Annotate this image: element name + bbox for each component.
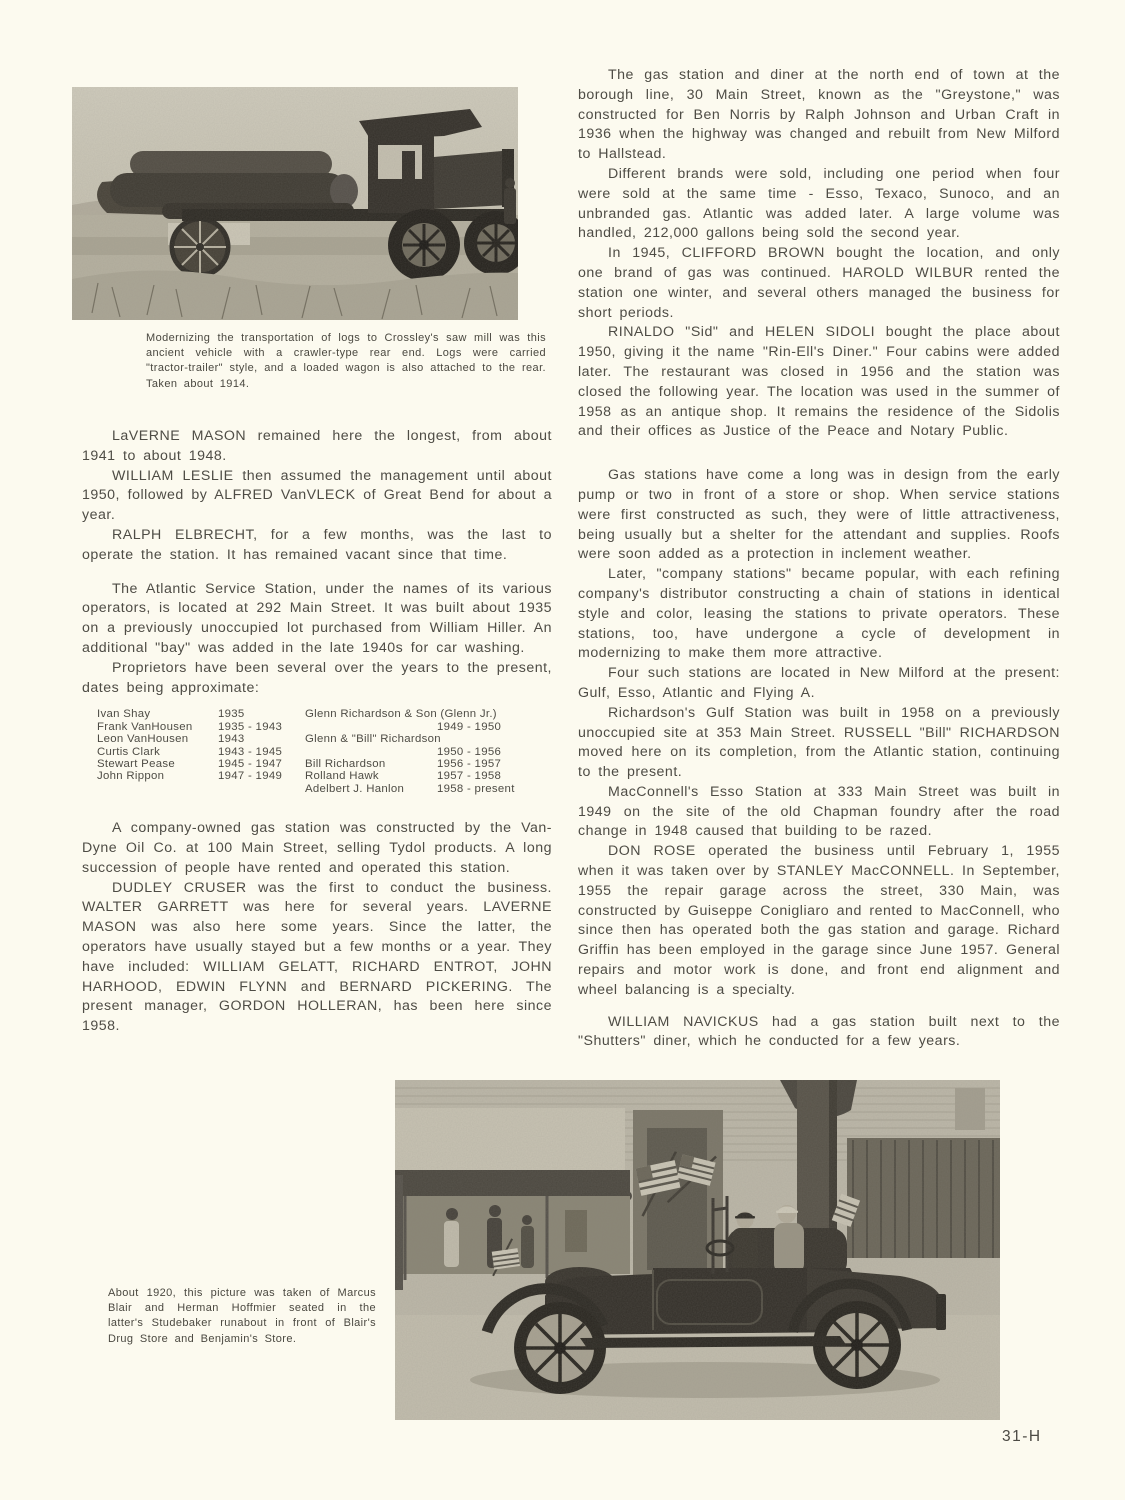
operator-name: Frank VanHousen [97, 720, 193, 733]
operator-dates: 1943 - 1945 [218, 745, 283, 758]
paragraph: DUDLEY CRUSER was the first to conduct the business. WALTER GARRETT was here for several years. LAVERNE MASON was also here some years. Since the latter, the operators have usually stayed but a few months or a year. They have included: WILLIAM GELATT, RICHARD ENTROT, JOHN HARHOOD, EDWIN FLYNN and BERNARD PICKERING. The present manager, GORDON HOLLERAN, has been here since 1958. [82, 879, 552, 1035]
operators-table-left [82, 708, 305, 795]
operator-dates: 1957 - 1958 [437, 770, 502, 783]
operator-row [97, 770, 305, 782]
operator-dates: 1950 - 1956 [437, 745, 502, 758]
bottom-photo-caption: About 1920, this picture was taken of Marcus Blair and Herman Hoffmier seated in the latter's Studebaker runabout in front of Blair's Drug Store and Benjamin's Store. [108, 1287, 376, 1345]
operator-row [97, 708, 305, 720]
paragraph: The Atlantic Service Station, under the names of its various operators, is located at 292 Main Street. It was built about 1935 on a previously unoccupied lot purchased from William Hiller. An additional "bay" was added in the late 1940s for car washing. [82, 580, 552, 656]
operator-row [305, 770, 552, 782]
operator-name: Bill Richardson [305, 757, 386, 770]
paragraph: Later, "company stations" became popular, with each refining company's distributor constructing a chain of stations in identical style and color, leasing the stations to private operators. These stations, too, have undergone a cycle of development in modernizing to make them more attractive. [578, 566, 1060, 662]
operators-table-right [305, 708, 552, 795]
paragraph: Proprietors have been several over the years to the present, dates being approximate: [82, 659, 552, 696]
operator-row [97, 758, 305, 770]
operator-name: Rolland Hawk [305, 770, 379, 783]
operator-name: Adelbert J. Hanlon [305, 782, 405, 795]
paragraph: Different brands were sold, including one period when four were sold at the same time - Esso, Texaco, Sunoco, and an unbranded gas. Atlantic was added later. A large volume was handled, 212,000 gallons being sold the second year. [578, 165, 1060, 242]
paragraph: WILLIAM NAVICKUS had a gas station built next to the "Shutters" diner, which he conducted for a few years. [578, 1013, 1060, 1050]
operators-table [82, 708, 552, 795]
operator-name: John Rippon [97, 770, 165, 783]
log-truck-photo [72, 87, 518, 320]
operator-row [305, 708, 552, 733]
operator-dates: 1958 - present [437, 782, 515, 795]
operator-row [97, 746, 305, 758]
operator-dates: 1949 - 1950 [437, 720, 502, 733]
operator-name: Ivan Shay [97, 708, 151, 721]
operator-name: Glenn Richardson & Son (Glenn Jr.) [305, 708, 497, 721]
operator-row [305, 758, 552, 770]
paragraph: LaVERNE MASON remained here the longest, from about 1941 to about 1948. [82, 428, 552, 464]
paragraph: MacConnell's Esso Station at 333 Main Street was built in 1949 on the site of the old Chapman foundry after the road change in 1948 caused that building to be razed. [578, 783, 1060, 840]
top-photo-caption: Modernizing the transportation of logs to Crossley's saw mill was this ancient vehicle with a crawler-type rear end. Logs were carried "tractor-trailer" style, and a loaded wagon is also attached to the rear. Taken about 1914. [146, 332, 546, 390]
paragraph: Richardson's Gulf Station was built in 1958 on a previously unoccupied site at 353 Main Street. RUSSELL "Bill" RICHARDSON moved here on its completion, from the Atlantic station, continuing to the present. [578, 704, 1060, 781]
paragraph: RALPH ELBRECHT, for a few months, was the last to operate the station. It has remained vacant since that time. [82, 526, 552, 563]
operator-dates: 1943 [218, 733, 245, 746]
operator-dates: 1945 - 1947 [218, 757, 283, 770]
operator-name: Leon VanHousen [97, 733, 189, 746]
operator-dates: 1947 - 1949 [218, 770, 283, 783]
right-column [578, 66, 1060, 1052]
paragraph: DON ROSE operated the business until February 1, 1955 when it was taken over by STANLEY MacCONNELL. In September, 1955 the repair garage across the street, 330 Main, was constructed by Guiseppe Conigliaro and rented to MacConnell, who since then has operated both the gas station and garage. Richard Griffin has been employed in the garage since June 1957. General repairs and motor work is done, and front end alignment and wheel balancing is a specialty. [578, 843, 1060, 998]
operator-dates: 1935 - 1943 [218, 720, 283, 733]
paragraph: In 1945, CLIFFORD BROWN bought the location, and only one brand of gas was continued. HAROLD WILBUR rented the station one winter, and several others managed the business for short periods. [578, 245, 1060, 321]
studebaker-runabout-photo [395, 1080, 1000, 1420]
operator-dates: 1956 - 1957 [437, 757, 502, 770]
paragraph: RINALDO "Sid" and HELEN SIDOLI bought the place about 1950, giving it the name "Rin-Ell's Diner." Four cabins were added later. The restaurant was closed in 1956 and the station was closed the following year. The location was used in the summer of 1958 as an antique shop. It remains the residence of the Sidolis and their offices as Justice of the Peace and Notary Public. [578, 324, 1060, 440]
paragraph: Four such stations are located in New Milford at the present: Gulf, Esso, Atlantic and Flying A. [578, 665, 1060, 701]
paragraph: A company-owned gas station was constructed by the Van-Dyne Oil Co. at 100 Main Street, selling Tydol products. A long succession of people have rented and operated this station. [82, 820, 552, 876]
operator-row [97, 733, 305, 745]
operator-dates: 1935 [218, 708, 245, 721]
operator-row [97, 721, 305, 733]
operator-name: Glenn & "Bill" Richardson [305, 733, 441, 746]
paragraph: Gas stations have come a long was in design from the early pump or two in front of a store or shop. When service stations were first constructed as such, they were of little attractiveness, being usually but a shelter for the attendant and supplies. Roofs were soon added as a protection in inclement weather. [578, 467, 1060, 563]
paragraph: WILLIAM LESLIE then assumed the management until about 1950, followed by ALFRED VanVLECK of Great Bend for about a year. [82, 467, 552, 524]
left-column [82, 427, 552, 1037]
operator-row [305, 783, 552, 795]
operator-name: Curtis Clark [97, 745, 161, 758]
page-number: 31-H [1002, 1428, 1042, 1445]
paragraph: The gas station and diner at the north end of town at the borough line, 30 Main Street, known as the "Greystone," was constructed for Ben Norris by Ralph Johnson and Urban Craft in 1936 when the highway was changed and rebuilt from New Milford to Hallstead. [578, 67, 1060, 163]
operator-name: Stewart Pease [97, 757, 175, 770]
operator-row [305, 733, 552, 758]
